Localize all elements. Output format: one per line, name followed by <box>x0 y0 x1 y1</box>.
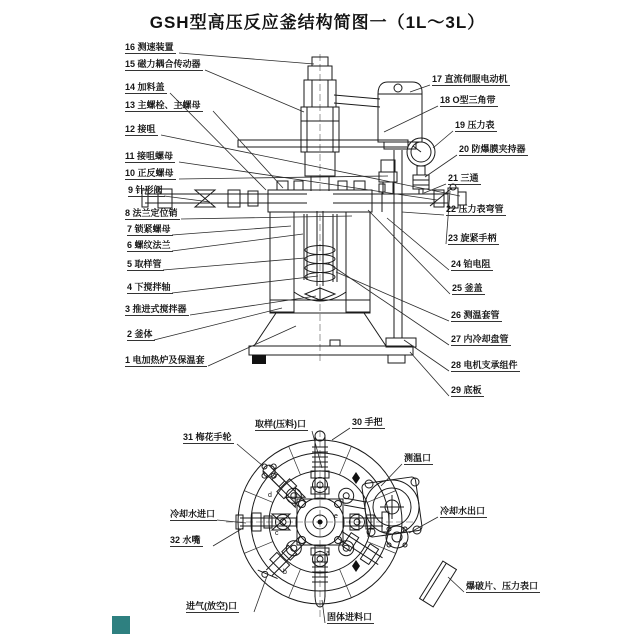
part-label-27: 27 内冷却盘管 <box>451 334 509 344</box>
port-letter-f: f <box>367 532 369 539</box>
port-letter-c: c <box>275 530 279 537</box>
label-handle: 30 手把 <box>352 417 383 427</box>
part-label-11: 11 接咀螺母 <box>125 151 174 161</box>
label-plum-handwheel: 31 梅花手轮 <box>183 432 232 442</box>
part-label-22: 22 压力表弯管 <box>446 204 504 214</box>
diagram-title: GSH型高压反应釜结构简图一（1L～3L） <box>149 13 486 32</box>
part-label-16: 16 测速装置 <box>125 42 174 52</box>
label-sampling-port: 取样(压料)口 <box>255 419 306 429</box>
part-label-9: 9 针形阀 <box>128 185 163 195</box>
corner-logo-mark <box>112 616 130 634</box>
part-label-23: 23 旋紧手柄 <box>448 233 497 243</box>
part-label-20: 20 防爆膜夹持器 <box>459 144 526 154</box>
part-label-2: 2 釜体 <box>127 329 153 339</box>
label-rupture-disc-gauge-port: 爆破片、压力表口 <box>466 581 539 591</box>
part-label-17: 17 直流伺服电动机 <box>432 74 508 84</box>
label-temp-measure-port: 测温口 <box>404 453 432 463</box>
part-label-3: 3 推进式搅拌器 <box>125 304 187 314</box>
port-letter-e: e <box>334 513 338 520</box>
port-letter-b: b <box>283 569 287 576</box>
part-label-12: 12 接咀 <box>125 124 156 134</box>
part-label-6: 6 螺纹法兰 <box>127 240 171 250</box>
part-label-5: 5 取样管 <box>127 259 162 269</box>
part-label-7: 7 锁紧螺母 <box>127 224 171 234</box>
part-label-15: 15 磁力耦合传动器 <box>125 59 201 69</box>
part-label-19: 19 压力表 <box>455 120 495 130</box>
part-label-8: 8 法兰定位销 <box>125 208 178 218</box>
label-solid-feed-port: 固体进料口 <box>327 612 373 622</box>
part-label-4: 4 下搅拌轴 <box>127 282 171 292</box>
part-label-18: 18 O型三角带 <box>440 95 496 105</box>
label-gas-inlet-vent-port: 进气(放空)口 <box>186 601 237 611</box>
part-label-21: 21 三通 <box>448 173 479 183</box>
part-label-13: 13 主螺栓、主螺母 <box>125 100 201 110</box>
part-label-24: 24 铂电阻 <box>451 259 491 269</box>
part-label-14: 14 加料盖 <box>125 82 165 92</box>
part-label-25: 25 釜盖 <box>452 283 483 293</box>
label-cooling-water-inlet: 冷却水进口 <box>170 509 216 519</box>
part-label-1: 1 电加热炉及保温套 <box>125 355 205 365</box>
part-label-26: 26 测温套管 <box>451 310 500 320</box>
part-label-28: 28 电机支承组件 <box>451 360 518 370</box>
label-water-nozzle: 32 水嘴 <box>170 535 201 545</box>
part-label-29: 29 底板 <box>451 385 482 395</box>
label-cooling-water-outlet: 冷却水出口 <box>440 506 486 516</box>
port-letter-a: a <box>326 550 330 557</box>
part-label-10: 10 正反螺母 <box>125 168 174 178</box>
port-letter-d: d <box>268 492 272 499</box>
